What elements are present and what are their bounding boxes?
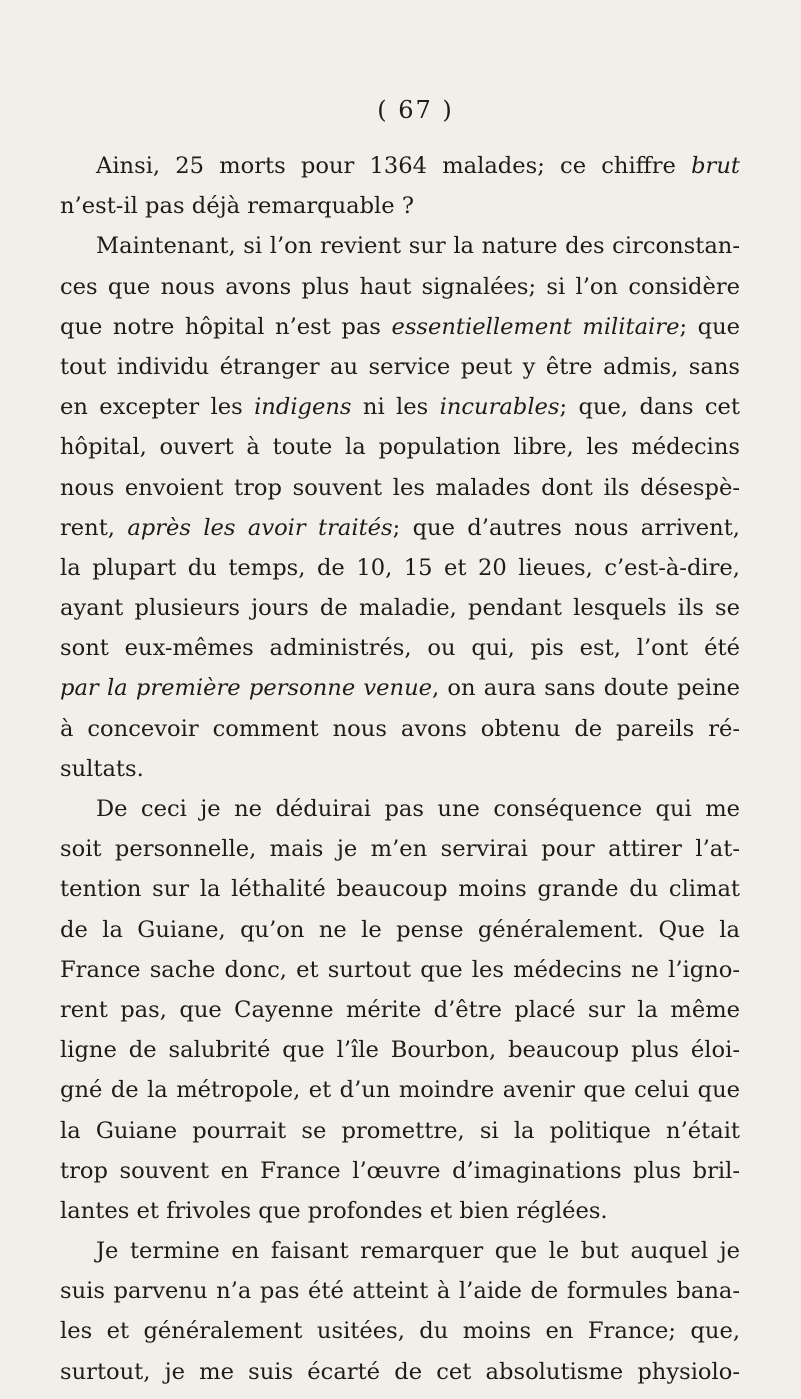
text-span: France sache donc, et surtout que les médecins ne l’igno- — [60, 956, 740, 983]
text-span: ayant plusieurs jours de maladie, pendant lesquels ils se — [60, 595, 740, 622]
text-span: soit personnelle, mais je m’en servirai pour attirer l’at- — [60, 836, 740, 863]
text-line — [60, 427, 740, 467]
text-span: gné de la métropole, et d’un moindre avenir que celui que — [60, 1077, 740, 1104]
text-line — [60, 1070, 740, 1110]
text-line — [60, 508, 740, 548]
text-line — [60, 588, 740, 628]
text-span: que notre hôpital n’est pas — [60, 313, 392, 340]
body-text — [60, 146, 740, 1392]
italic-text: indigens — [254, 394, 352, 421]
italic-text: incurables — [439, 394, 560, 421]
text-span: Je termine en faisant remarquer que le but auquel je — [96, 1238, 740, 1265]
text-line — [60, 1030, 740, 1070]
text-span: ; que — [679, 313, 741, 340]
text-span: de la Guiane, qu’on ne le pense généralement. Que la — [60, 916, 740, 943]
text-line — [60, 267, 740, 307]
text-line — [60, 307, 740, 347]
italic-text: essentiellement militaire — [391, 313, 680, 340]
text-span: ; que, dans cet — [559, 394, 740, 421]
text-span: ligne de salubrité que l’île Bourbon, beaucoup plus éloi- — [60, 1037, 740, 1064]
text-span: ni les — [351, 394, 440, 421]
text-span: tention sur la léthalité beaucoup moins grande du climat — [60, 876, 740, 903]
text-line — [60, 226, 740, 266]
text-span: les et généralement usitées, du moins en France; que, — [60, 1318, 740, 1345]
text-line — [60, 910, 740, 950]
text-span: lantes et frivoles que profondes et bien réglées. — [60, 1197, 608, 1224]
italic-text: après les avoir traités — [127, 514, 393, 541]
page-number: ( 67 ) — [377, 96, 454, 124]
text-span: hôpital, ouvert à toute la population libre, les médecins — [60, 434, 740, 461]
text-span: ces que nous avons plus haut signalées; si l’on considère — [60, 273, 740, 300]
text-line — [60, 709, 740, 749]
text-line — [60, 1111, 740, 1151]
text-line — [60, 869, 740, 909]
text-line — [60, 749, 740, 789]
text-span: trop souvent en France l’œuvre d’imaginations plus bril- — [60, 1157, 740, 1184]
text-span: ; que d’autres nous arrivent, — [392, 514, 740, 541]
text-span: De ceci je ne déduirai pas une conséquence qui me — [96, 796, 740, 822]
text-line — [60, 146, 740, 186]
text-span: suis parvenu n’a pas été atteint à l’aide de formules bana- — [60, 1278, 740, 1305]
text-span: rent, — [60, 514, 128, 541]
text-line — [60, 1352, 740, 1392]
text-span: la Guiane pourrait se promettre, si la politique n’était — [60, 1117, 740, 1144]
text-line — [60, 1311, 740, 1351]
text-span: rent pas, que Cayenne mérite d’être placé sur la même — [60, 996, 740, 1023]
text-line — [60, 1271, 740, 1311]
text-line — [60, 628, 740, 668]
text-line — [60, 1191, 740, 1231]
text-span: , on aura sans doute peine — [432, 675, 740, 702]
text-span: tout individu étranger au service peut y être admis, sans — [60, 353, 740, 380]
text-span: sultats. — [60, 755, 144, 782]
text-line — [60, 668, 740, 708]
text-line — [60, 548, 740, 588]
text-line — [60, 387, 740, 427]
italic-text: brut — [691, 153, 740, 179]
text-line — [60, 1231, 740, 1271]
text-span: surtout, je me suis écarté de cet absolutisme physiolo- — [60, 1358, 740, 1385]
text-span: nous envoient trop souvent les malades dont ils désespè- — [60, 474, 740, 501]
text-line — [60, 186, 740, 226]
text-span: n’est-il pas déjà remarquable ? — [60, 193, 414, 220]
text-line — [60, 468, 740, 508]
text-span: à concevoir comment nous avons obtenu de pareils ré- — [60, 715, 740, 742]
text-span: Maintenant, si l’on revient sur la nature des circonstan- — [96, 233, 740, 260]
text-line — [60, 1151, 740, 1191]
italic-text: par la première personne venue — [60, 675, 433, 702]
text-span: la plupart du temps, de 10, 15 et 20 lieues, c’est-à-dire, — [60, 554, 740, 581]
text-span: en excepter les — [60, 394, 255, 421]
text-line — [60, 789, 740, 829]
text-span: Ainsi, 25 morts pour 1364 malades; ce chiffre — [96, 153, 692, 179]
text-line — [60, 990, 740, 1030]
text-line — [60, 829, 740, 869]
text-line — [60, 347, 740, 387]
text-line — [60, 950, 740, 990]
text-span: sont eux-mêmes administrés, ou qui, pis est, l’ont été — [60, 635, 740, 662]
